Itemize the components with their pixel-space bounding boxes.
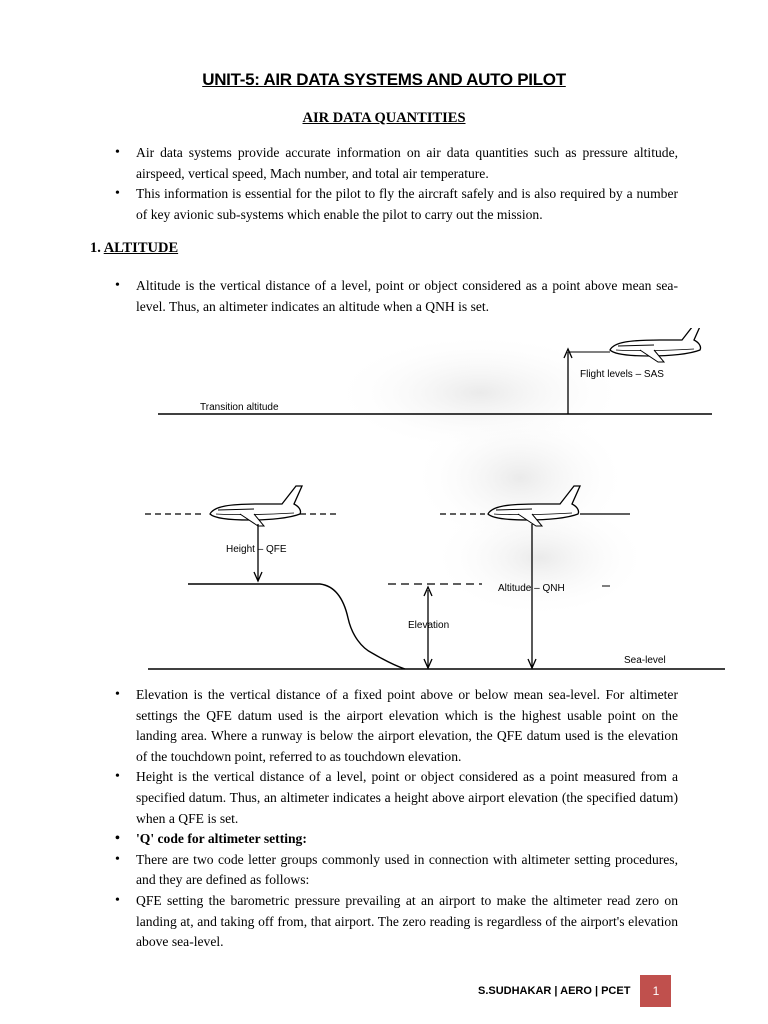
label-transition-altitude: Transition altitude xyxy=(200,402,279,413)
definition-bullet-list xyxy=(113,685,678,953)
list-item: • QFE setting the barometric pressure prevailing at an airport to make the altimeter read zero on landing at, and taking off from, that airport. The zero reading is regardless of the airport's elevation above sea-level. xyxy=(113,891,678,953)
label-sea-level: Sea-level xyxy=(624,655,666,666)
footer-author: S.SUDHAKAR | AERO | PCET xyxy=(478,985,631,997)
page-number: 1 xyxy=(640,975,671,1007)
label-flight-levels: Flight levels – SAS xyxy=(580,369,664,380)
page-footer xyxy=(478,975,671,1007)
altitude-heading: 1. ALTITUDE xyxy=(90,240,179,256)
label-altitude-qnh: Altitude – QNH xyxy=(498,583,565,594)
altitude-bullet-list xyxy=(113,276,678,317)
list-item: • Elevation is the vertical distance of a fixed point above or below mean sea-level. For altimeter settings the QFE datum used is the airport elevation which is the highest usable point on the landing area. Where a runway is below the airport elevation, the QFE datum used is the elevation of the touchdown point, referred to as touchdown elevation. xyxy=(113,685,678,767)
label-elevation: Elevation xyxy=(408,620,450,631)
list-item: • This information is essential for the pilot to fly the aircraft safely and is also required by a number of key avionic sub-systems which enable the pilot to carry out the mission. xyxy=(113,184,678,225)
aircraft-flight-levels xyxy=(610,328,702,362)
list-item: • 'Q' code for altimeter setting: xyxy=(113,829,678,850)
intro-bullet-list xyxy=(113,143,678,225)
altitude-diagram xyxy=(140,328,730,673)
unit-title: UNIT-5: AIR DATA SYSTEMS AND AUTO PILOT xyxy=(202,70,566,89)
label-height-qfe: Height – QFE xyxy=(226,544,287,555)
list-item: • There are two code letter groups commonly used in connection with altimeter setting procedures, and they are defined as follows: xyxy=(113,850,678,891)
terrain-profile xyxy=(188,584,405,669)
list-item: • Height is the vertical distance of a level, point or object considered as a point measured from a specified datum. Thus, an altimeter indicates a height above airport elevation (the specified datum) when a QFE is set. xyxy=(113,767,678,829)
section-title: AIR DATA QUANTITIES xyxy=(302,110,466,126)
list-item: • Air data systems provide accurate information on air data quantities such as pressure altitude, airspeed, vertical speed, Mach number, and total air temperature. xyxy=(113,143,678,184)
list-item: • Altitude is the vertical distance of a level, point or object considered as a point above mean sea-level. Thus, an altimeter indicates an altitude when a QNH is set. xyxy=(113,276,678,317)
aircraft-qfe xyxy=(210,486,302,526)
